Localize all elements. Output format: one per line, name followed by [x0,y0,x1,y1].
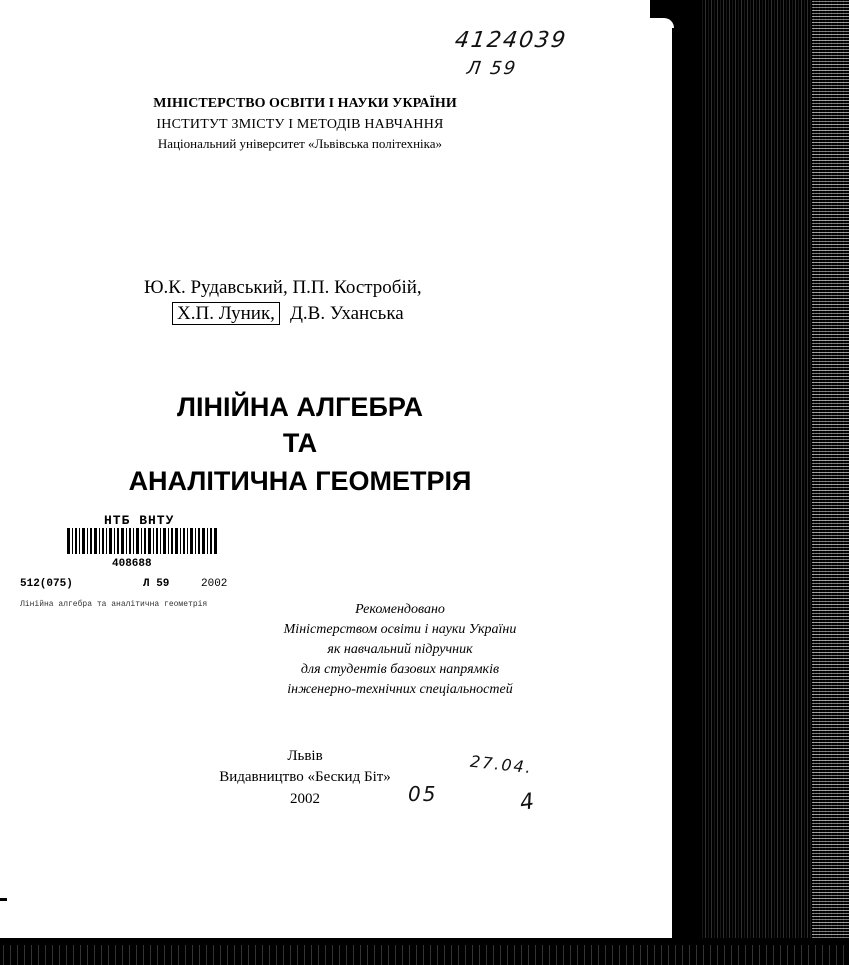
title-line-2: ТА [282,428,318,458]
university-heading: Національний університет «Львівська політехніка» [157,136,443,151]
recommendation-line-3: як навчальний підручник [327,642,473,657]
institute-heading: ІНСТИТУТ ЗМІСТУ І МЕТОДІВ НАВЧАННЯ [156,117,444,132]
library-inventory-number: 408688 [112,558,152,570]
recommendation-line-5: інженерно-технічних спеціальностей [287,682,513,697]
scan-noise-right [812,0,849,965]
title-line-3: АНАЛІТИЧНА ГЕОМЕТРІЯ [128,466,472,496]
publisher-city: Львів [287,748,323,764]
scan-edge-mark [0,898,7,901]
publisher-year: 2002 [290,791,320,807]
page-top-curve [630,18,674,28]
recommendation-line-1: Рекомендовано [355,602,445,617]
handwritten-mark: Л 59 [465,58,519,79]
library-year: 2002 [201,578,228,590]
library-cutter: Л 59 [143,578,170,590]
title-line-1: ЛІНІЙНА АЛГЕБРА [177,392,423,422]
authors-line-2 [172,303,404,325]
handwritten-note-left: 05 [408,782,438,806]
publisher-house: Видавництво «Бескид Біт» [219,769,391,785]
recommendation-line-2: Міністерством освіти і науки України [283,622,517,637]
handwritten-note-date: 27.04. [469,751,534,778]
library-barcode [67,528,217,554]
handwritten-note-right: 4 [518,789,538,816]
library-description: Лінійна алгебра та аналітична геометрія [20,600,208,609]
authors-line-1: Ю.К. Рудавський, П.П. Костробій, [144,277,422,298]
boxed-author: Х.П. Луник, [172,302,280,325]
author-name: Д.В. Уханська [289,303,404,324]
ministry-heading: МІНІСТЕРСТВО ОСВІТИ І НАУКИ УКРАЇНИ [153,96,457,111]
handwritten-code: 4124039 [453,28,569,53]
scan-noise-bottom [0,945,849,965]
recommendation-line-4: для студентів базових напрямків [300,662,500,677]
library-name: НТБ ВНТУ [104,513,175,528]
library-udc: 512(075) [20,578,73,590]
